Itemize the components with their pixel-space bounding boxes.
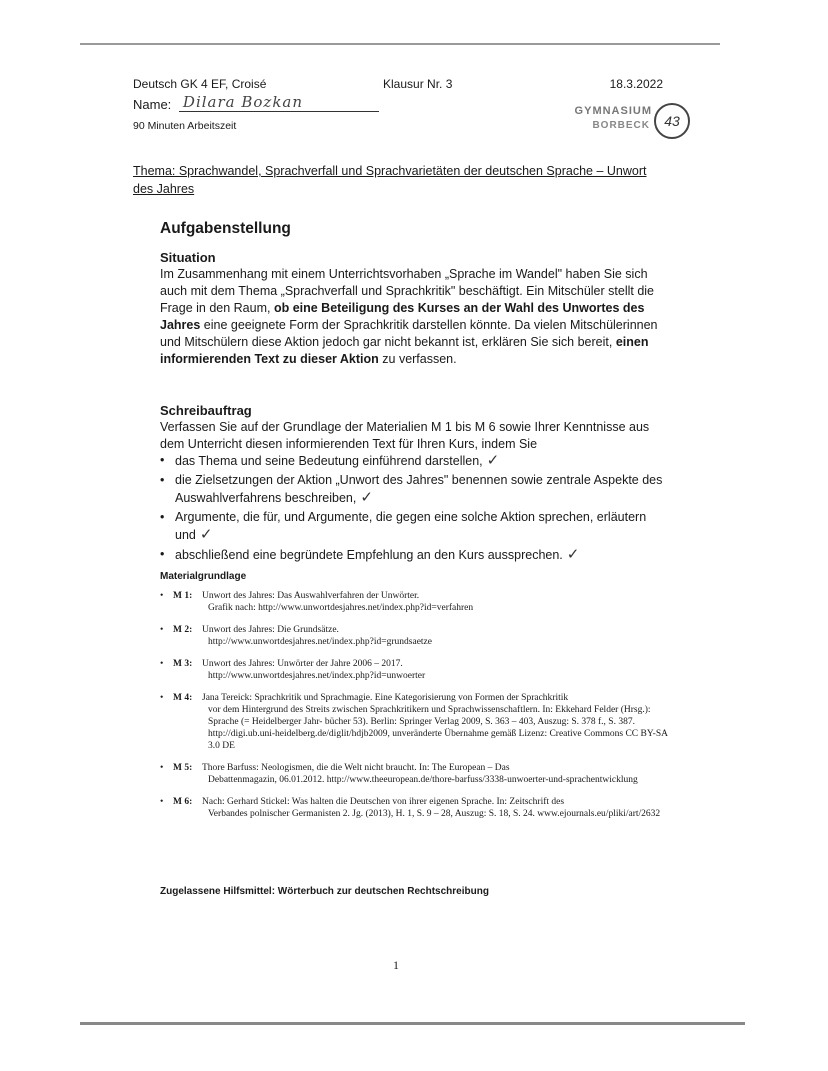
material-line1: Nach: Gerhard Stickel: Was halten die Deutschen von ihrer eigenen Sprache. In: Zeitschrift des	[202, 797, 565, 807]
material-line1: Jana Tereick: Sprachkritik und Sprachmagie. Eine Kategorisierung von Formen der Sprachkritik	[202, 693, 569, 703]
material-label: M 3:	[173, 659, 193, 669]
material-line2: Grafik nach: http://www.unwortdesjahres.net/index.php?id=verfahren	[208, 603, 474, 613]
materialgrundlage-title: Materialgrundlage	[160, 571, 247, 582]
page-number: 1	[393, 958, 399, 972]
name-field	[179, 93, 379, 112]
exam-date: 18.3.2022	[609, 77, 663, 91]
material-item	[160, 624, 680, 648]
material-label: M 1:	[173, 591, 193, 601]
grade-circle-mark: 43	[654, 103, 690, 139]
situation-text	[160, 266, 665, 368]
task-item	[160, 509, 680, 544]
bullet-icon: •	[160, 659, 164, 669]
bullet-icon: •	[160, 797, 164, 807]
exam-header	[133, 77, 663, 93]
material-list	[160, 590, 680, 830]
material-line1: Thore Barfuss: Neologismen, die die Welt nicht braucht. In: The European – Das	[202, 763, 510, 773]
material-line1: Unwort des Jahres: Das Auswahlverfahren der Unwörter.	[202, 591, 420, 601]
material-line2: http://www.unwortdesjahres.net/index.php?id=grundsaetze	[208, 637, 432, 647]
material-label: M 6:	[173, 797, 193, 807]
checkmark-icon: ✓	[199, 525, 213, 543]
situation-bold-1: ob eine Beteiligung des Kurses an der Wahl des Unwortes des Jahres	[160, 301, 645, 332]
bottom-divider	[80, 1022, 745, 1025]
hilfsmittel-note: Zugelassene Hilfsmittel: Wörterbuch zur deutschen Rechtschreibung	[160, 886, 489, 897]
task-text: abschließend eine begründete Empfehlung an den Kurs aussprechen.	[175, 548, 563, 562]
task-item	[160, 452, 680, 470]
aufgabenstellung-title: Aufgabenstellung	[160, 220, 291, 237]
checkmark-icon: ✓	[486, 451, 500, 469]
material-label: M 4:	[173, 693, 193, 703]
bullet-icon: •	[160, 763, 164, 773]
bullet-icon: •	[160, 510, 165, 524]
logo-text-line2: BORBECK	[592, 120, 650, 131]
logo-text-line1: GYMNASIUM	[574, 105, 652, 117]
material-line2: Debattenmagazin, 06.01.2012. http://www.theeuropean.de/thore-barfuss/3338-unwoerter-und-sprachentwicklung	[208, 775, 638, 785]
name-label: Name:	[133, 97, 172, 112]
material-line1: Unwort des Jahres: Unwörter der Jahre 2006 – 2017.	[202, 659, 403, 669]
bullet-icon: •	[160, 453, 165, 467]
situation-text-part2: eine geeignete Form der Sprachkritik darstellen könnte. Da vielen Mitschülerinnen und Mitschülern diese Aktion jedoch gar nicht bekannt ist, erklären Sie sich bereit,	[160, 318, 658, 349]
schreibauftrag-text: Verfassen Sie auf der Grundlage der Materialien M 1 bis M 6 sowie Ihrer Kenntnisse aus dem Unterricht diesen informierenden Text für Ihren Kurs, indem Sie	[160, 420, 650, 451]
schreibauftrag-title: Schreibauftrag	[160, 403, 252, 418]
school-logo	[570, 105, 690, 141]
task-list	[160, 452, 680, 566]
bullet-icon: •	[160, 693, 164, 703]
checkmark-icon: ✓	[566, 545, 580, 563]
situation-bold-2: einen informierenden Text zu dieser Aktion	[160, 335, 649, 366]
situation-text-part3: zu verfassen.	[378, 352, 457, 366]
checkmark-icon: ✓	[360, 488, 373, 506]
bullet-icon: •	[160, 625, 164, 635]
bullet-icon: •	[160, 591, 164, 601]
material-line2: http://www.unwortdesjahres.net/index.php?id=unwoerter	[208, 671, 426, 681]
situation-title: Situation	[160, 250, 216, 265]
course-label: Deutsch GK 4 EF, Croisé	[133, 77, 267, 91]
thema-heading: Thema: Sprachwandel, Sprachverfall und Sprachvarietäten der deutschen Sprache – Unwort des Jahres	[133, 164, 647, 196]
situation-text-part1: Im Zusammenhang mit einem Unterrichtsvorhaben „Sprache im Wandel" haben Sie sich auch mit dem Thema „Sprachverfall und Sprachkritik" beschäftigt. Ein Mitschüler stellt die Frage in den Raum,	[160, 267, 655, 315]
task-item	[160, 546, 680, 564]
material-item	[160, 692, 680, 752]
task-text: das Thema und seine Bedeutung einführend darstellen,	[175, 454, 483, 468]
material-label: M 2:	[173, 625, 193, 635]
name-row	[133, 93, 379, 112]
bullet-icon: •	[160, 473, 165, 487]
bullet-icon: •	[160, 547, 165, 561]
material-line1: Unwort des Jahres: Die Grundsätze.	[202, 625, 339, 635]
task-text: Argumente, die für, und Argumente, die gegen eine solche Aktion sprechen, erläutern und	[175, 510, 647, 542]
material-item	[160, 658, 680, 682]
task-item	[160, 472, 680, 507]
material-label: M 5:	[173, 763, 193, 773]
material-item	[160, 590, 680, 614]
exam-label: Klausur Nr. 3	[383, 77, 453, 91]
top-divider	[80, 43, 720, 45]
handwritten-name: Dilara Bozkan	[182, 93, 304, 111]
material-line2: vor dem Hintergrund des Streits zwischen Sprachkritikern und Sprachwissenschaftlern. In: Ekkehard Felder (Hrsg.): Sprache (= Heidelberger Jahr- bücher 53). Berlin: Springer Verlag 2009, S. 363 – 403, Auszug: S. 378 f., S. 387. http://digi.ub.uni-heidelberg.de/diglit/hdjb2009, unveränderte Übernahme gemäß Lizenz: Creative Commons CC BY-SA 3.0 DE	[208, 705, 668, 751]
material-item	[160, 762, 680, 786]
material-line2: Verbandes polnischer Germanisten 2. Jg. (2013), H. 1, S. 9 – 28, Auszug: S. 18, S. 24. www.ejournals.eu/pliki/art/2632	[208, 809, 661, 819]
time-label: 90 Minuten Arbeitszeit	[133, 120, 237, 132]
material-item	[160, 796, 680, 820]
task-text: die Zielsetzungen der Aktion „Unwort des Jahres" benennen sowie zentrale Aspekte des Auswahlverfahrens beschreiben,	[175, 473, 663, 505]
